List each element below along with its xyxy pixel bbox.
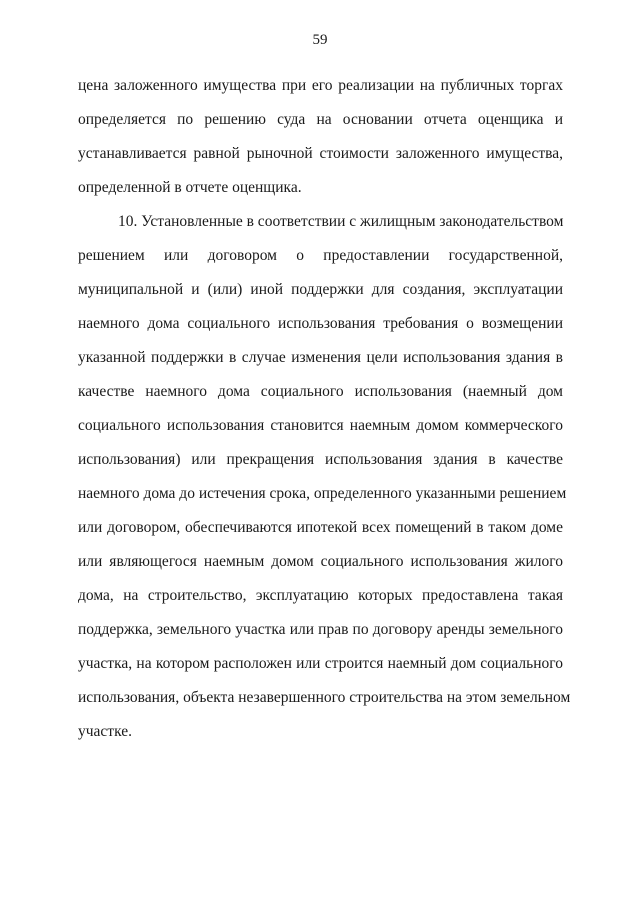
text-line: определенной в отчете оценщика. xyxy=(78,179,302,196)
page-number: 59 xyxy=(312,32,328,48)
paragraph-first-line: 10. Установленные в соответствии с жилищным законодательством xyxy=(118,213,564,230)
text-line: наемного дома социального использования требования о возмещении xyxy=(78,315,563,332)
text-line: определяется по решению суда на основании отчета оценщика и xyxy=(78,111,563,128)
text-line: муниципальной и (или) иной поддержки для создания, эксплуатации xyxy=(78,281,563,298)
text-line: использования) или прекращения использования здания в качестве xyxy=(78,451,563,468)
text-line: участке. xyxy=(78,723,132,740)
text-line: устанавливается равной рыночной стоимости заложенного имущества, xyxy=(78,145,563,162)
text-line: решением или договором о предоставлении государственной, xyxy=(78,247,563,264)
text-line: качестве наемного дома социального использования (наемный дом xyxy=(78,383,563,400)
text-line: поддержка, земельного участка или прав по договору аренды земельного xyxy=(78,621,563,638)
text-line: или договором, обеспечиваются ипотекой всех помещений в таком доме xyxy=(78,519,563,536)
text-line: дома, на строительство, эксплуатацию которых предоставлена такая xyxy=(78,587,563,604)
text-line: цена заложенного имущества при его реализации на публичных торгах xyxy=(78,77,563,94)
text-line: или являющегося наемным домом социального использования жилого xyxy=(78,553,563,570)
text-line: указанной поддержки в случае изменения цели использования здания в xyxy=(78,349,563,366)
text-line: социального использования становится наемным домом коммерческого xyxy=(78,417,563,434)
text-line: участка, на котором расположен или строится наемный дом социального xyxy=(78,655,563,672)
text-line: наемного дома до истечения срока, определенного указанными решением xyxy=(78,485,567,502)
text-line: использования, объекта незавершенного строительства на этом земельном xyxy=(78,689,571,706)
